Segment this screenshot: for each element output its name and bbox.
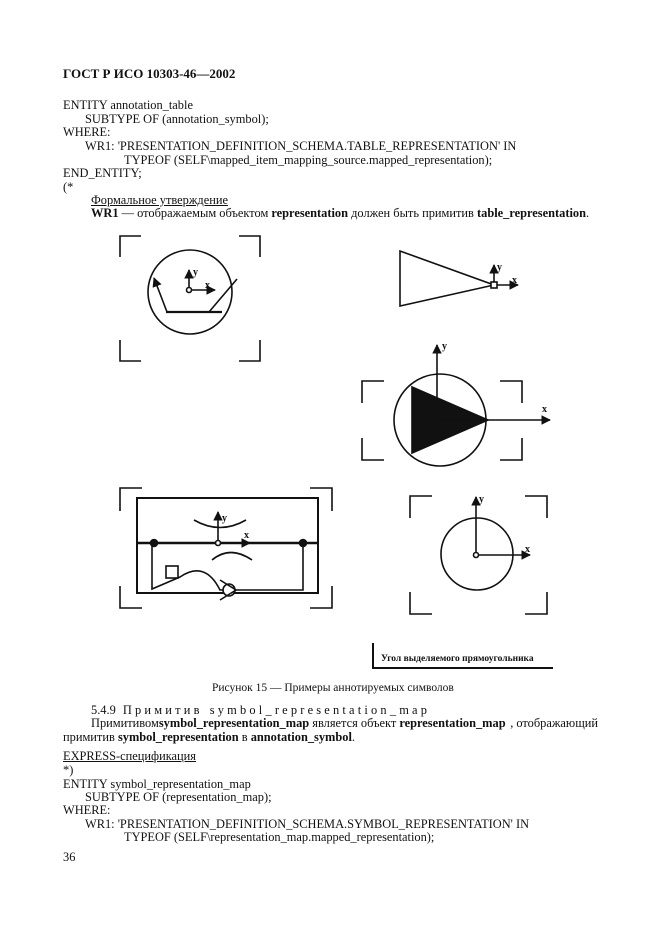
corner-mark (500, 381, 522, 403)
section-title-word: Примитив (122, 703, 203, 717)
symbol-triangle (400, 251, 518, 306)
section-number: 5.4.9 (91, 703, 116, 717)
formal-statement-heading: Формальное утверждение (91, 193, 228, 207)
axis-label-y: y (497, 262, 502, 273)
legend-label: Угол выделяемого прямоугольника (381, 654, 534, 664)
express-line-wr1: WR1: 'PRESENTATION_DEFINITION_SCHEMA.SYMBOL_REPRESENTATION' IN (85, 817, 530, 831)
document-header: ГОСТ Р ИСО 10303-46—2002 (63, 66, 236, 81)
axis-label-y: y (193, 267, 198, 278)
corner-mark (500, 438, 522, 460)
code-line-where: WHERE: (63, 125, 111, 139)
p2-a: примитив (63, 730, 118, 744)
corner-mark (362, 438, 384, 460)
rule-text-3: . (585, 206, 590, 220)
corner-mark (525, 592, 547, 614)
corner-mark (410, 592, 432, 614)
p1-d: representation_map (399, 716, 506, 730)
axis-label-y: y (479, 494, 484, 505)
express-line-where: WHERE: (63, 803, 111, 817)
corner-mark (310, 586, 332, 608)
axis-label-x: x (525, 544, 530, 555)
express-heading: EXPRESS-спецификация (63, 749, 196, 763)
express-line-subtype: SUBTYPE OF (representation_map); (85, 790, 272, 804)
corner-mark (120, 340, 141, 361)
corner-mark (410, 496, 432, 518)
p2-c: в (238, 730, 251, 744)
rule-term-1: representation (271, 206, 349, 220)
symbol-circle-axes (410, 496, 547, 614)
p1-c: является объект (309, 716, 400, 730)
corner-mark (120, 586, 142, 608)
express-line-comment-close: *) (63, 763, 74, 777)
page-number: 36 (63, 850, 76, 864)
express-line-entity: ENTITY symbol_representation_map (63, 777, 251, 791)
section-paragraph-line-2 (63, 730, 355, 744)
section-heading (91, 703, 430, 717)
corner-mark (120, 488, 142, 511)
p1-e: , отображающий (510, 716, 598, 730)
axis-label-x: x (512, 275, 517, 286)
rule-text-1: — отображаемым объектом (118, 206, 272, 220)
rule-term-2: table_representation (477, 206, 586, 220)
code-line-wr1: WR1: 'PRESENTATION_DEFINITION_SCHEMA.TABLE_REPRESENTATION' IN (85, 139, 517, 153)
axis-label-x: x (244, 530, 249, 541)
axis-label-x: x (542, 404, 547, 415)
corner-mark (239, 340, 260, 361)
symbol-circle-triangle (362, 345, 550, 466)
corner-mark (239, 236, 260, 257)
code-line-comment-open: (* (63, 180, 74, 194)
express-line-typeof: TYPEOF (SELF\representation_map.mapped_representation); (124, 830, 435, 844)
corner-mark (525, 496, 547, 518)
code-line-entity: ENTITY annotation_table (63, 98, 193, 112)
code-line-end-entity: END_ENTITY; (63, 166, 142, 180)
p2-b: symbol_representation (117, 730, 239, 744)
p1-b: symbol_representation_map (158, 716, 310, 730)
p1-a: Примитивом (91, 716, 159, 730)
symbol-circle-v (120, 236, 260, 361)
code-line-subtype: SUBTYPE OF (annotation_symbol); (85, 112, 269, 126)
corner-mark (310, 488, 332, 511)
section-paragraph-line-1 (91, 716, 598, 730)
axis-label-x: x (205, 280, 210, 291)
corner-mark (362, 381, 384, 403)
p2-e: . (351, 730, 356, 744)
axis-label-y: y (442, 341, 447, 352)
corner-mark (120, 236, 141, 257)
axis-label-y: y (222, 513, 227, 524)
rule-text-2: должен быть примитив (348, 206, 477, 220)
rule-id: WR1 (91, 206, 119, 220)
p2-d: annotation_symbol (250, 730, 352, 744)
code-line-typeof: TYPEOF (SELF\mapped_item_mapping_source.mapped_representation); (124, 153, 493, 167)
figure-caption: Рисунок 15 — Примеры аннотируемых символов (212, 682, 454, 694)
symbol-rectangle-diagram (120, 488, 332, 608)
section-title-term: symbol_representation_map (209, 703, 431, 717)
